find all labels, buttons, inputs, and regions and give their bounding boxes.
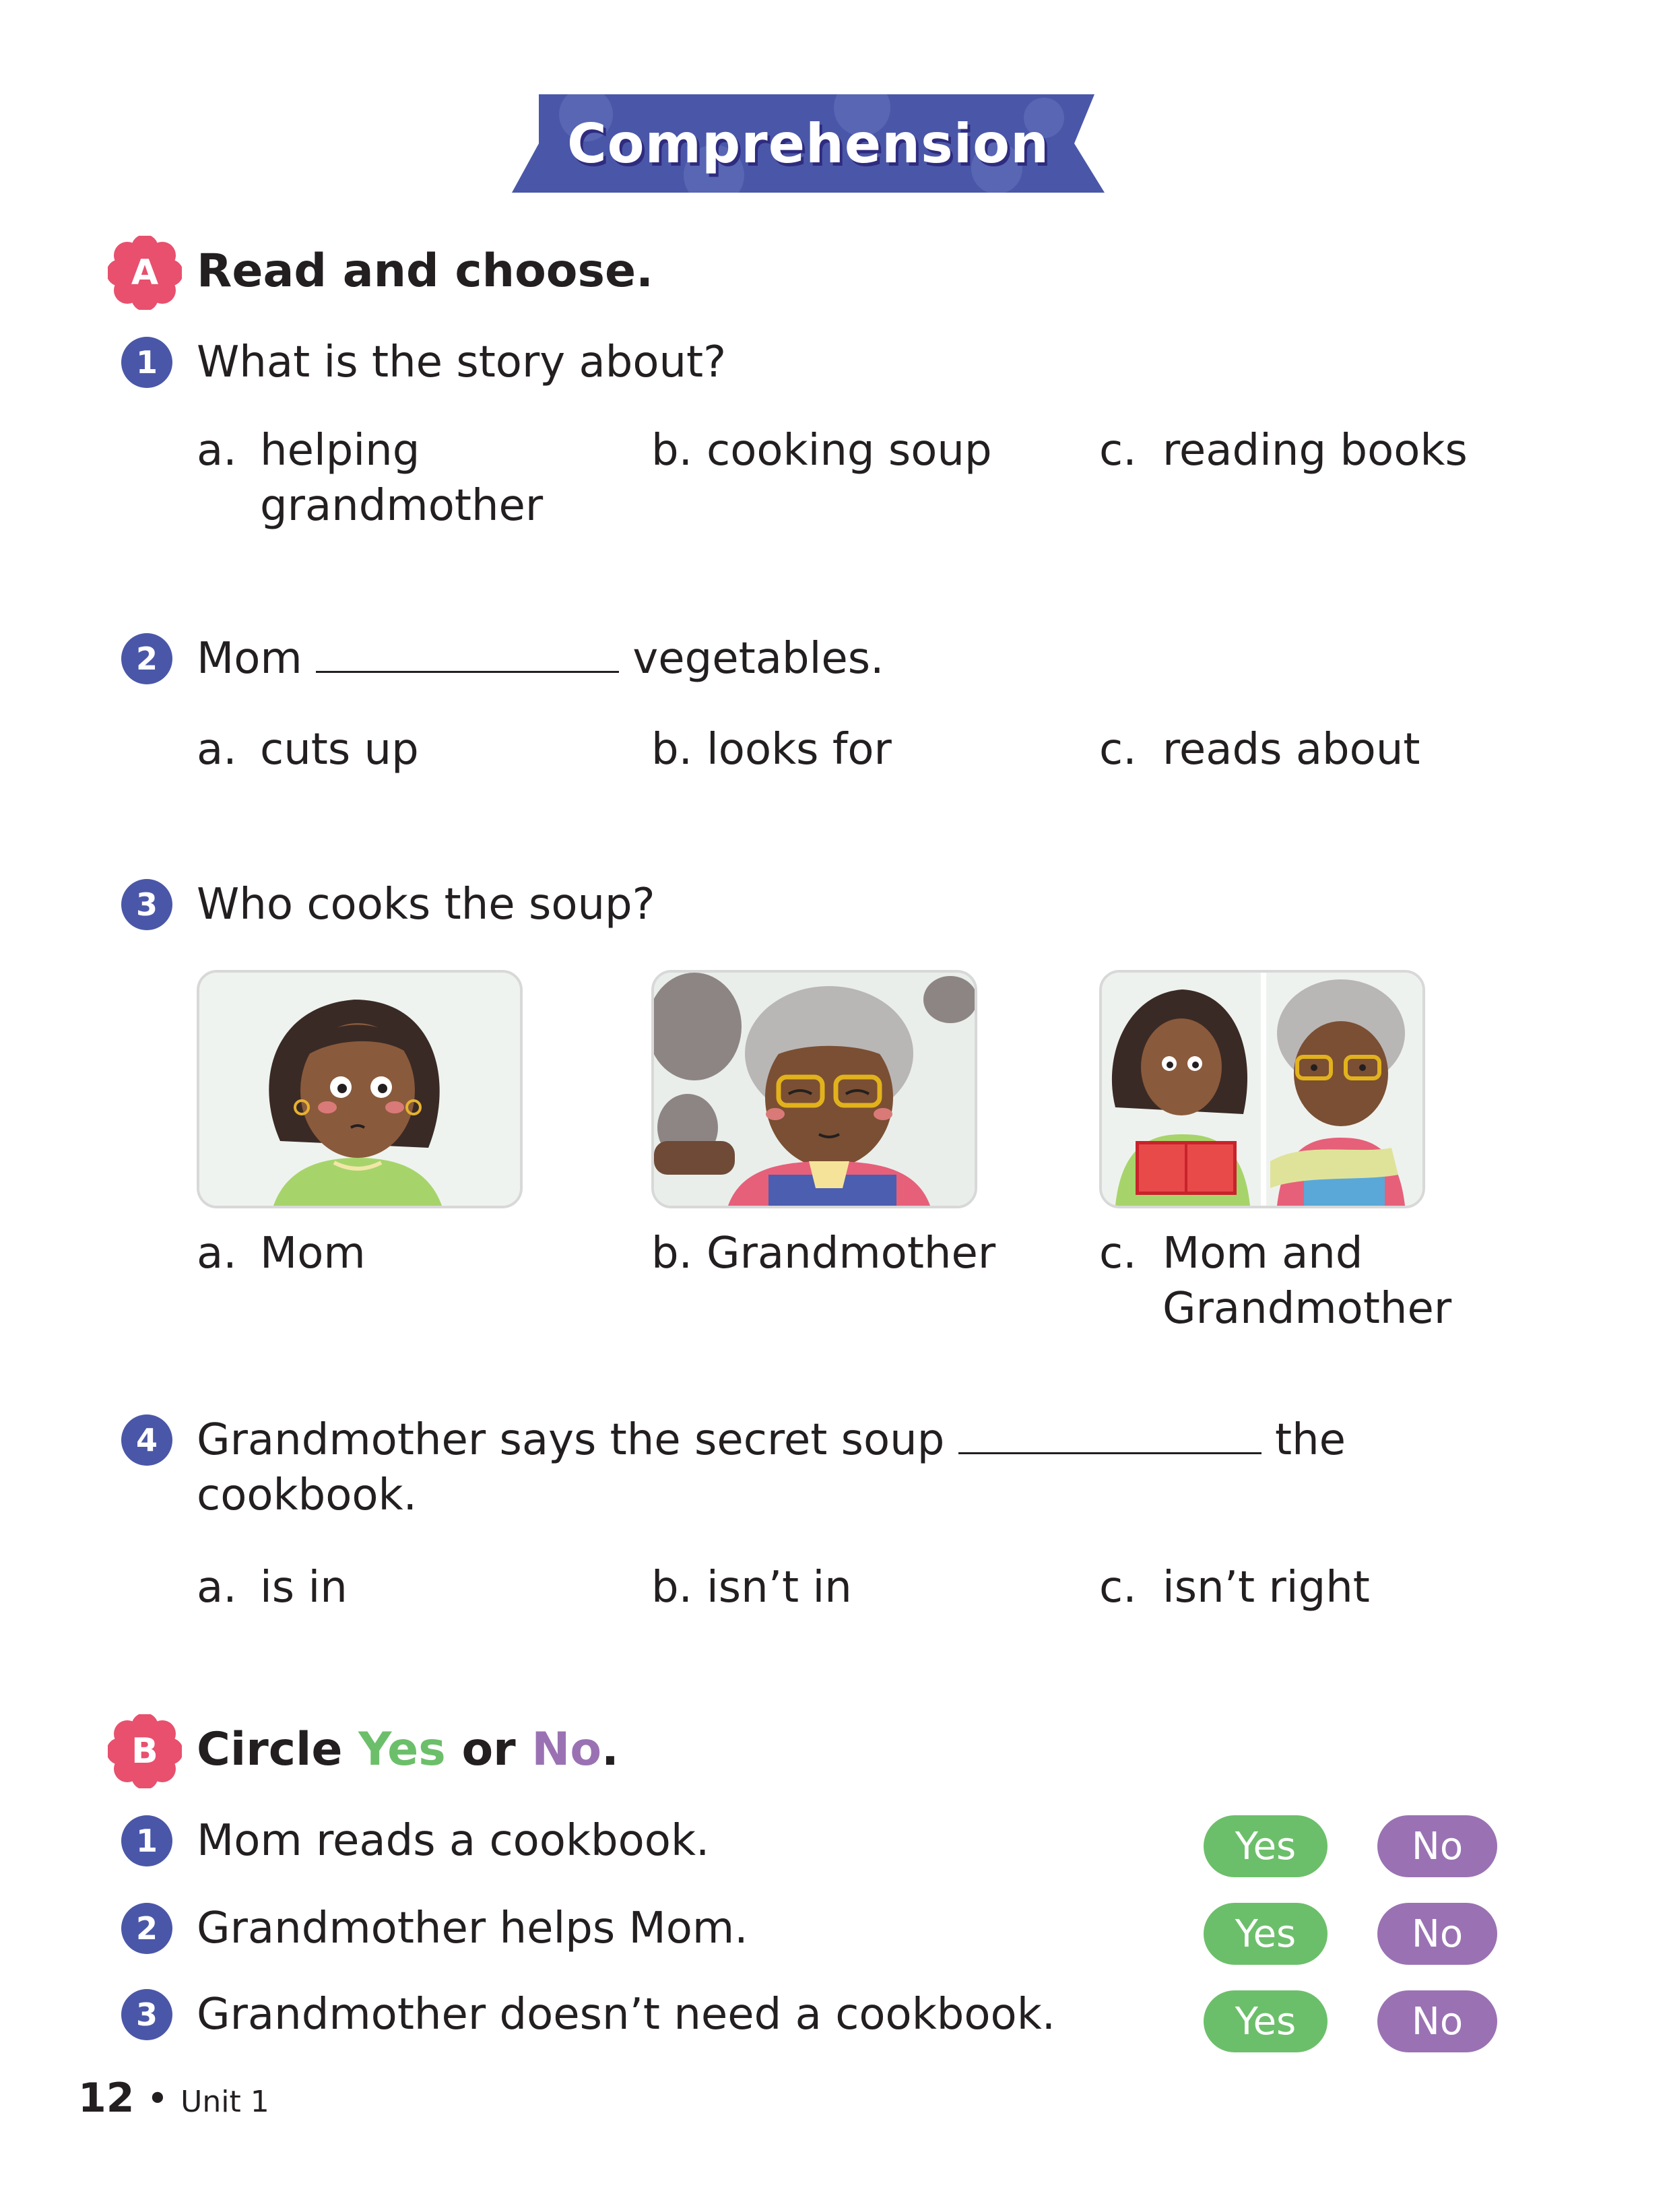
question-3-option-b[interactable]: b. Grandmother [651,1229,996,1278]
page-footer: 12 • Unit 1 [78,2075,269,2122]
question-1-option-b[interactable]: b. cooking soup [651,426,992,476]
section-a-title: Read and choose. [197,245,653,298]
question-3-text: Who cooks the soup? [197,880,655,930]
statement-2-number: 2 [121,1903,172,1954]
question-2-number: 2 [121,633,172,684]
question-2-text: Mom vegetables. [197,634,884,684]
statement-2-yes-button[interactable]: Yes [1204,1903,1328,1965]
unit-label: Unit 1 [181,2085,269,2119]
question-1-option-c[interactable]: c. reading books [1099,426,1468,476]
section-b-title: Circle Yes or No. [197,1723,619,1776]
question-1-number: 1 [121,337,172,388]
picture-mom-and-grandmother[interactable] [1099,970,1425,1208]
statement-2-no-button[interactable]: No [1377,1903,1497,1965]
section-a-badge [108,236,182,310]
statement-3-text: Grandmother doesn’t need a cookbook. [197,1990,1056,2040]
statement-2-text: Grandmother helps Mom. [197,1904,748,1953]
section-a-letter: A [131,253,159,293]
page-number: 12 [78,2075,135,2122]
question-3-option-a[interactable]: a. Mom [197,1229,366,1278]
question-2-blank[interactable] [316,633,619,673]
statement-3-no-button[interactable]: No [1377,1990,1497,2052]
section-b-letter: B [131,1731,158,1771]
question-4-option-b[interactable]: b. isn’t in [651,1563,852,1613]
question-4-option-a[interactable]: a. is in [197,1563,348,1613]
statement-1-number: 1 [121,1815,172,1866]
question-3-number: 3 [121,879,172,930]
question-2-option-c[interactable]: c. reads about [1099,725,1420,775]
question-4-number: 4 [121,1414,172,1466]
question-4-option-c[interactable]: c. isn’t right [1099,1563,1370,1613]
statement-1-no-button[interactable]: No [1377,1815,1497,1877]
statement-1-text: Mom reads a cookbook. [197,1816,710,1866]
statement-3-number: 3 [121,1989,172,2040]
comprehension-banner [512,94,1105,193]
section-b-badge [108,1714,182,1788]
question-3-option-c[interactable]: c. Mom and [1099,1229,1363,1278]
question-3-option-c-line2: Grandmother [1162,1284,1452,1334]
question-2-option-a[interactable]: a. cuts up [197,725,419,775]
statement-3-yes-button[interactable]: Yes [1204,1990,1328,2052]
question-4-text: Grandmother says the secret soup the [197,1415,1346,1465]
statement-1-yes-button[interactable]: Yes [1204,1815,1328,1877]
question-4-blank[interactable] [958,1414,1262,1454]
question-1-option-a-line2: grandmother [260,481,544,531]
picture-mom[interactable] [197,970,523,1208]
question-1-text: What is the story about? [197,337,727,387]
picture-grandmother[interactable] [651,970,977,1208]
question-4-text-line2: cookbook. [197,1470,417,1520]
question-1-option-a[interactable]: a. helping [197,426,420,476]
page-title: Comprehension [566,112,1050,175]
question-2-option-b[interactable]: b. looks for [651,725,892,775]
